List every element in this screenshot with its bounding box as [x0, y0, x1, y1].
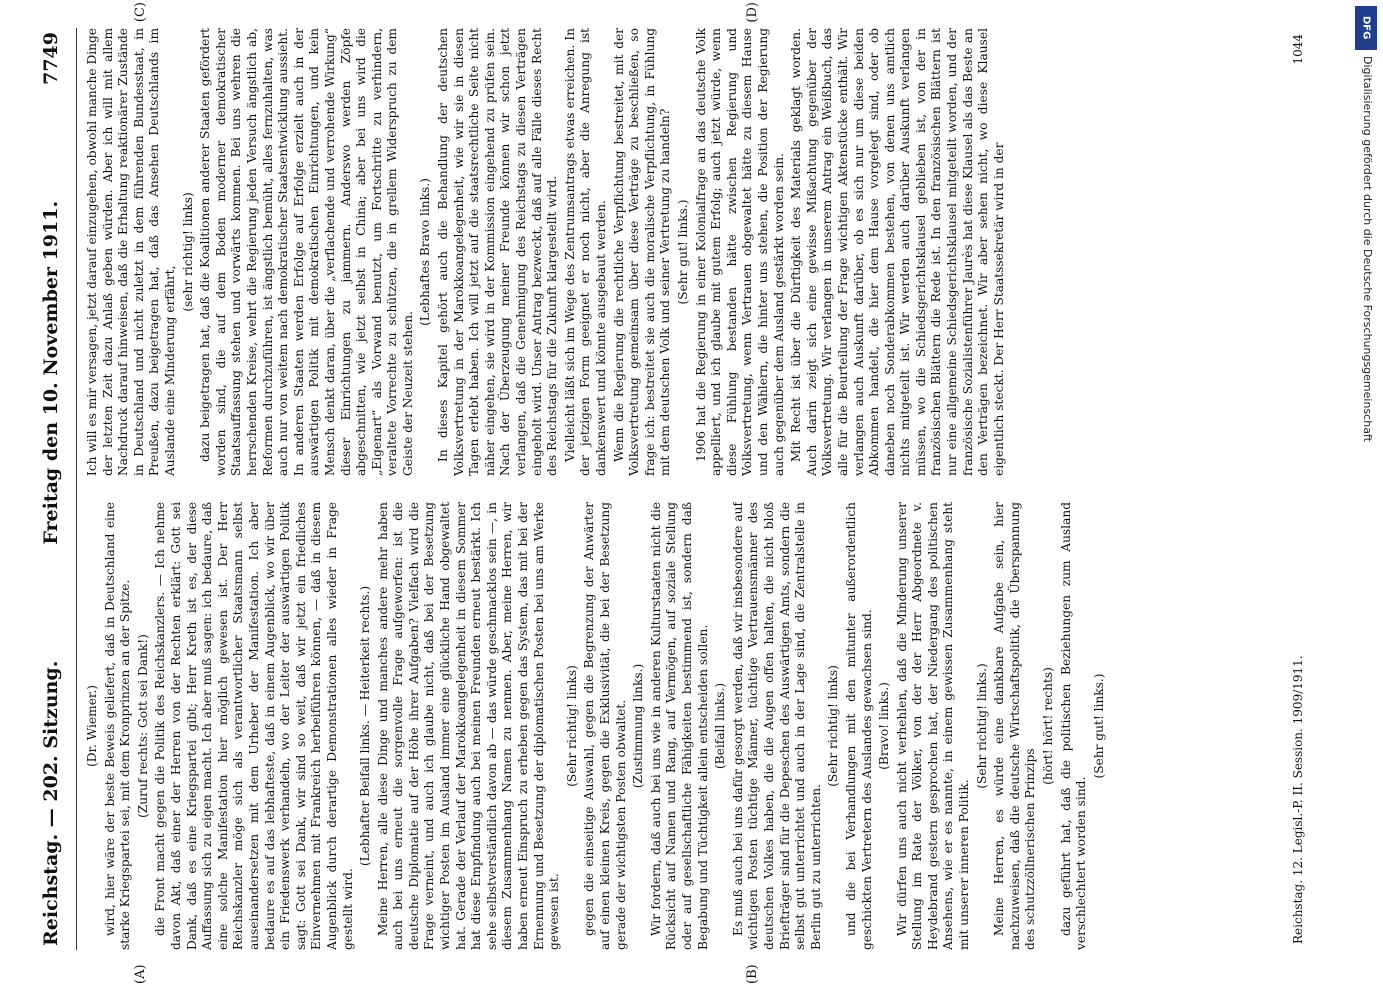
speech-paragraph: gegen die einseitige Auswahl, gegen die Begrenzung der Anwärter auf einen kleinen Kreis, gegen die Exklusivität, die bei der Besetzung gerade der wichtigsten Posten obwaltet.	[582, 502, 628, 950]
interjection-remark: (Bravo! links.)	[877, 682, 892, 770]
speech-paragraph: In dieses Kapitel gehört auch die Behandlung der deutschen Volksvertretung in der Marokkoangelegenheit, wie wir sie in diesen Tagen erlebt haben. Ich will jetzt auf die staatsrechtliche Seite nicht näher eingehen, sie wird in der Kommission eingehend zu prüfen sein. Nach der Überzeugung meiner Freunde können wir schon jetzt verlangen, daß die Genehmigung des Reichstags zu diesen Verträgen eingeholt wird. Unser Antrag bezweckt, daß auf alle Fälle dieses Recht des Reichstags für die Zukunft klargestellt wird.	[436, 28, 560, 476]
margin-marker-a: (A)	[133, 964, 148, 984]
header-left: Reichstag. — 202. Sitzung.	[40, 660, 62, 946]
dfg-funding-notice: Digitalisierung gefördert durch die Deutsche Forschungsgemeinschaft	[1361, 56, 1374, 442]
page-number: 7749	[40, 32, 62, 85]
speech-paragraph: Ich will es mir versagen, jetzt darauf einzugehen, obwohl manche Dinge der letzten Zeit dazu Anlaß geben würden. Aber ich will mit allem Nachdruck darauf hinweisen, daß die Erhaltung reaktionärer Zustände in Deutschland und nicht zuletzt in dem führenden Bundesstaat, in Preußen, dazu beigetragen hat, daß das Ansehen Deutschlands im Auslande eine Minderung erfährt,	[85, 28, 177, 476]
page-footer	[1285, 28, 1309, 950]
speech-paragraph: Wenn die Regierung die rechtliche Verpflichtung bestreitet, mit der Volksvertretung gemeinsam über diese Verträge zu beschließen, so frage ich: bestreitet sie auch die moralische Verpflichtung, in Fühlung mit dem deutschen Volk und seiner Vertretung zu handeln?	[611, 28, 673, 476]
text-columns	[85, 2, 1285, 984]
interjection-remark: (Zuruf rechts: Gott sei Dank!)	[135, 634, 150, 818]
dfg-logo: DFG	[1355, 6, 1377, 50]
margin-marker-c: (C)	[133, 2, 148, 23]
dfg-notice-strip	[1343, 0, 1383, 1000]
speech-paragraph: Vielleicht läßt sich im Wege des Zentrumsantrags etwas erreichen. In der jetzigen Form geeignet er noch nicht, aber die Anregung ist dankenswert und könnte ausgebaut werden.	[562, 28, 608, 476]
interjection-remark: (Sehr richtig! links)	[564, 665, 579, 787]
speech-paragraph: Wir fordern, daß auch bei uns wie in anderen Kulturstaaten nicht die Rücksicht auf Namen und Rang, auf Vermögen, auf soziale Stellung oder auf gesellschaftliche Fähigkeiten bestimmend ist, sondern daß Begabung und Tüchtigkeit allein entscheiden sollen.	[648, 502, 710, 950]
speech-paragraph: dazu beigetragen hat, daß die Koalitionen anderer Staaten gefördert worden sind, die auf dem Boden moderner demokratischer Staatsauffassung stehen und vorwärts kommen. Bei uns wehren die herrschenden Kreise, wehrt die Regierung jeden Versuch ängstlich ab, Reformen durchzuführen, ist ängstlich bemüht, alles fernzuhalten, was auch nur von weitem nach demokratischer Staatsentwicklung aussieht. In anderen Staaten werden Erfolge auf Erfolge erzielt auch in der auswärtigen Politik mit demokratischen Einrichtungen, und kein Mensch denkt daran, über die „verflachende und verrohende Wirkung“ dieser Einrichtungen zu jammern. Anderswo werden Zöpfe abgeschnitten, wie jetzt selbst in China; aber bei uns wird die „Eigenart“ als Vorwand benutzt, um Fortschritte zu verhindern, veraltete Vorrechte zu schützen, die in grellem Widerspruch zu dem Geiste der Neuzeit stehen.	[198, 28, 415, 476]
interjection-remark: (Sehr gut! links.)	[675, 199, 690, 305]
footer-session: Reichstag. 12. Legisl.-P. II. Session. 1909/1911.	[1291, 655, 1305, 944]
speech-paragraph: Meine Herren, alle diese Dinge und manches andere mehr haben auch bei uns erneut die sorgenvolle Frage aufgeworfen: ist die deutsche Diplomatie auf der Höhe ihrer Aufgaben? Vielfach wird die Frage verneint, und auch ich glaube nicht, daß bei der Besetzung wichtiger Posten im Ausland immer eine glückliche Hand obgewaltet hat. Gerade der Verlauf der Marokkoangelegenheit in diesem Sommer hat diese Empfindung auch bei meinen Freunden erneut bestärkt. Ich sehe selbstverständlich davon ab — das würde geschmacklos sein —, in diesem Zusammenhang Namen zu nennen. Aber, meine Herren, wir haben erneut Einspruch zu erheben gegen das System, das mit bei der Ernennung und Besetzung der diplomatischen Posten bei uns am Werke gewesen ist.	[375, 502, 562, 950]
interjection-remark: (Beifall links.)	[713, 682, 728, 770]
interjection-remark: (Sehr richtig! links)	[826, 665, 841, 787]
speech-paragraph: Meine Herren, es würde eine dankbare Aufgabe sein, hier nachzuweisen, daß die deutsche Wirtschaftspolitik, die Überspannung des schutzzöllnerischen Prinzips	[992, 502, 1038, 950]
speech-paragraph: Es muß auch bei uns dafür gesorgt werden, daß wir insbesondere auf wichtigen Posten tüchtige Männer, tüchtige Vertrauensmänner des deutschen Volkes haben, die die Augen offen halten, die nicht bloß Briefträger sind für die Depeschen des Auswärtigen Amts, sondern die selbst gut unterrichtet und auch in der Lage sind, die Zentralstelle in Berlin gut zu unterrichten.	[730, 502, 823, 950]
interjection-remark: (Dr. Wiemer.)	[85, 684, 99, 768]
interjection-remark: (Lebhafter Beifall links. — Heiterkeit rechts.)	[358, 585, 373, 867]
speech-paragraph: Mit Recht ist über die Dürftigkeit des Materials geklagt worden. Auch darin zeigt sich eine gewisse Mißachtung gegenüber der Volksvertretung. Wir verlangen in unserem Antrag ein Weißbuch, das alle für die Beurteilung der Frage wichtigen Aktenstücke enthält. Wir verlangen auch Auskunft darüber, ob es sich nur um diese beiden Abkommen handelt, die hier dem Hause vorgelegt sind, oder ob daneben noch Sonderabkommen bestehen, von denen uns amtlich nichts mitgeteilt ist. Wir werden auch darüber Auskunft verlangen müssen, wo die Schiedsgerichtsklausel geblieben ist, von der in französischen Blättern die Rede ist. In den französischen Blättern ist nur eine allgemeine Schiedsgerichtsklausel mitgeteilt worden, und der französische Sozialistenführer Jaurès hat diese Klausel als das Beste an den Verträgen bezeichnet. Wir aber sehen nicht, wo diese Klausel eigentlich steckt. Der Herr Staatssekretär wird in der	[789, 28, 1006, 476]
interjection-remark: (Lebhaftes Bravo links.)	[418, 178, 433, 326]
margin-marker-d: (D)	[745, 2, 760, 23]
interjection-remark: (Sehr richtig! links.)	[974, 663, 989, 789]
interjection-remark: (hört! hört! rechts)	[1041, 667, 1056, 785]
speech-paragraph: und die bei Verhandlungen mit den mitunter außerordentlich geschickten Vertretern des Auslandes gewachsen sind.	[843, 502, 874, 950]
header-date: Freitag den 10. November 1911.	[40, 200, 62, 545]
speech-paragraph: 1906 hat die Regierung in einer Kolonialfrage an das deutsche Volk appelliert, und ich glaube mit gutem Erfolg; auch jetzt würde, wenn diese Fühlung bestanden hätte zwischen Regierung und Volksvertretung, wenn Vertrauen obgewaltet hätte zu diesem Hause und den Wählern, die hinter uns stehen, die Position der Regierung auch gegenüber dem Ausland gestärkt worden sein.	[693, 28, 786, 476]
speech-paragraph: wird, hier wäre der beste Beweis geliefert, daß in Deutschland eine starke Kriegspartei sei, mit dem Kronprinzen an der Spitze.	[102, 502, 133, 950]
speech-paragraph: Wir dürfen uns auch nicht verhehlen, daß die Minderung unserer Stellung im Rate der Völker, von der der Herr Abgeordnete v. Heydebrand gestern gesprochen hat, der Niedergang des politischen Ansehens, wie er es nannte, in einem gewissen Zusammenhang steht mit unserer inneren Politik.	[894, 502, 972, 950]
speech-paragraph: die Front macht gegen die Politik des Reichskanzlers. — Ich nehme davon Akt, daß einer der Herren von der Rechten erklärt: Gott sei Dank, daß es eine Kriegspartei gibt; Herr Kreth ist es, der diese Auffassung sich zu eigen macht. Ich aber muß sagen: ich bedaure, daß eine solche Manifestation hier möglich gewesen ist. Der Herr Reichskanzler möge sich als verantwortlicher Staatsmann selbst auseinandersetzen mit dem Urheber der Manifestation. Ich aber bedaure es auf das lebhafteste, daß in einem Augenblick, wo wir über ein Friedenswerk verhandeln, wo der Leiter der auswärtigen Politik sagt: Gott sei Dank, wir sind so weit, daß wir jetzt ein friedliches Einvernehmen mit Frankreich herbeiführen können, — daß in diesem Augenblick durch derartige Demonstrationen alles wieder in Frage gestellt wird.	[153, 502, 355, 950]
speech-paragraph: dazu geführt hat, daß die politischen Beziehungen zum Ausland verschlechtert worden sind.	[1058, 502, 1089, 950]
column-left	[85, 502, 1285, 950]
column-right	[85, 28, 1285, 476]
page-header	[40, 28, 77, 950]
footer-sheet-number: 1044	[1291, 34, 1305, 65]
interjection-remark: (sehr richtig! links)	[180, 192, 195, 312]
interjection-remark: (Sehr gut! links.)	[1091, 673, 1106, 779]
interjection-remark: (Zustimmung links.)	[631, 663, 646, 789]
margin-marker-b: (B)	[745, 964, 760, 984]
